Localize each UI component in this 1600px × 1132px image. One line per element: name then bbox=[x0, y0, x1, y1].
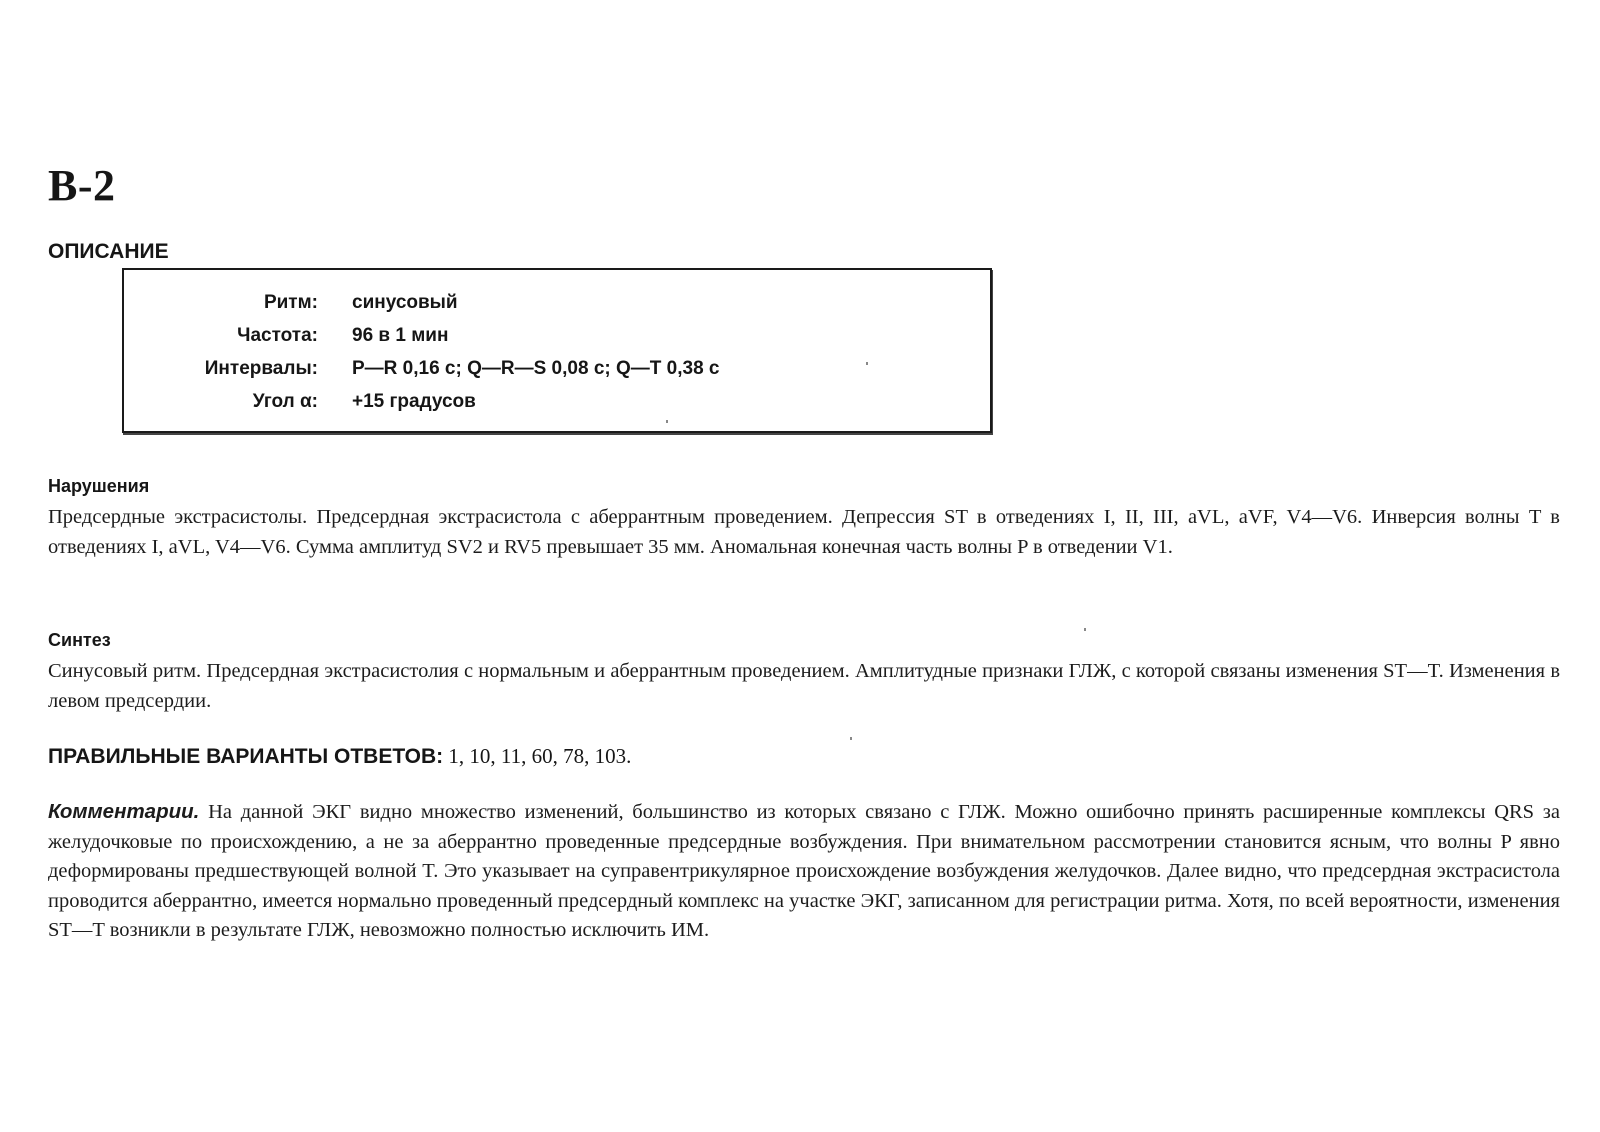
correct-answers-label: ПРАВИЛЬНЫЕ ВАРИАНТЫ ОТВЕТОВ: bbox=[48, 745, 444, 768]
comments-paragraph bbox=[48, 797, 1560, 946]
description-row-rhythm bbox=[124, 288, 992, 318]
synthesis-text: Синусовый ритм. Предсердная экстрасистолия с нормальным и аберрантным проведением. Амплитудные признаки ГЛЖ, с которой связаны изменения ST—T. Изменения в левом предсердии. bbox=[48, 660, 1560, 712]
description-label: Частота: bbox=[237, 325, 318, 346]
description-row-intervals bbox=[124, 354, 992, 384]
scan-speck bbox=[666, 420, 668, 423]
synthesis-heading: Синтез bbox=[48, 630, 111, 650]
description-row-rate bbox=[124, 321, 992, 351]
description-value: P—R 0,16 с; Q—R—S 0,08 с; Q—T 0,38 с bbox=[352, 358, 720, 379]
disorders-text: Предсердные экстрасистолы. Предсердная экстрасистола с аберрантным проведением. Депрессия ST в отведениях I, II, III, aVL, aVF, V4—V6. Инверсия волны T в отведениях I, aVL, V4—V6. Сумма амплитуд SV2 и RV5 превышает 35 мм. Аномальная конечная часть волны P в отведении V1. bbox=[48, 506, 1560, 558]
description-value: +15 градусов bbox=[352, 391, 476, 412]
comments-text: На данной ЭКГ видно множество изменений, большинство из которых связано с ГЛЖ. Можно ошибочно принять расширенные комплексы QRS за желудочковые по происхождению, а не за аберрантно проведенные предсердные возбуждения. При внимательном рассмотрении становится ясным, что волны P явно деформированы предшествующей волной T. Это указывает на суправентрикулярное происхождение возбуждения желудочков. Далее видно, что предсердная экстрасистола проводится аберрантно, имеется нормально проведенный предсердный комплекс на участке ЭКГ, записанном для регистрации ритма. Хотя, по всей вероятности, изменения ST—T возникли в результате ГЛЖ, невозможно полностью исключить ИМ. bbox=[48, 801, 1560, 941]
disorders-heading: Нарушения bbox=[48, 476, 150, 496]
scan-speck bbox=[866, 362, 868, 365]
description-label: Интервалы: bbox=[204, 358, 318, 379]
correct-answers bbox=[48, 742, 631, 771]
description-label: Угол α: bbox=[252, 391, 318, 412]
description-box bbox=[122, 268, 992, 433]
scan-speck bbox=[1084, 628, 1086, 631]
description-row-axis bbox=[124, 387, 992, 417]
case-id-heading: В-2 bbox=[48, 161, 116, 210]
description-value: 96 в 1 мин bbox=[352, 325, 449, 346]
scan-speck bbox=[850, 737, 852, 740]
correct-answers-value: 1, 10, 11, 60, 78, 103. bbox=[448, 744, 632, 768]
description-label: Ритм: bbox=[263, 292, 318, 313]
description-value: синусовый bbox=[352, 292, 458, 313]
comments-label: Комментарии. bbox=[48, 800, 200, 823]
section-title: ОПИСАНИЕ bbox=[48, 240, 169, 263]
